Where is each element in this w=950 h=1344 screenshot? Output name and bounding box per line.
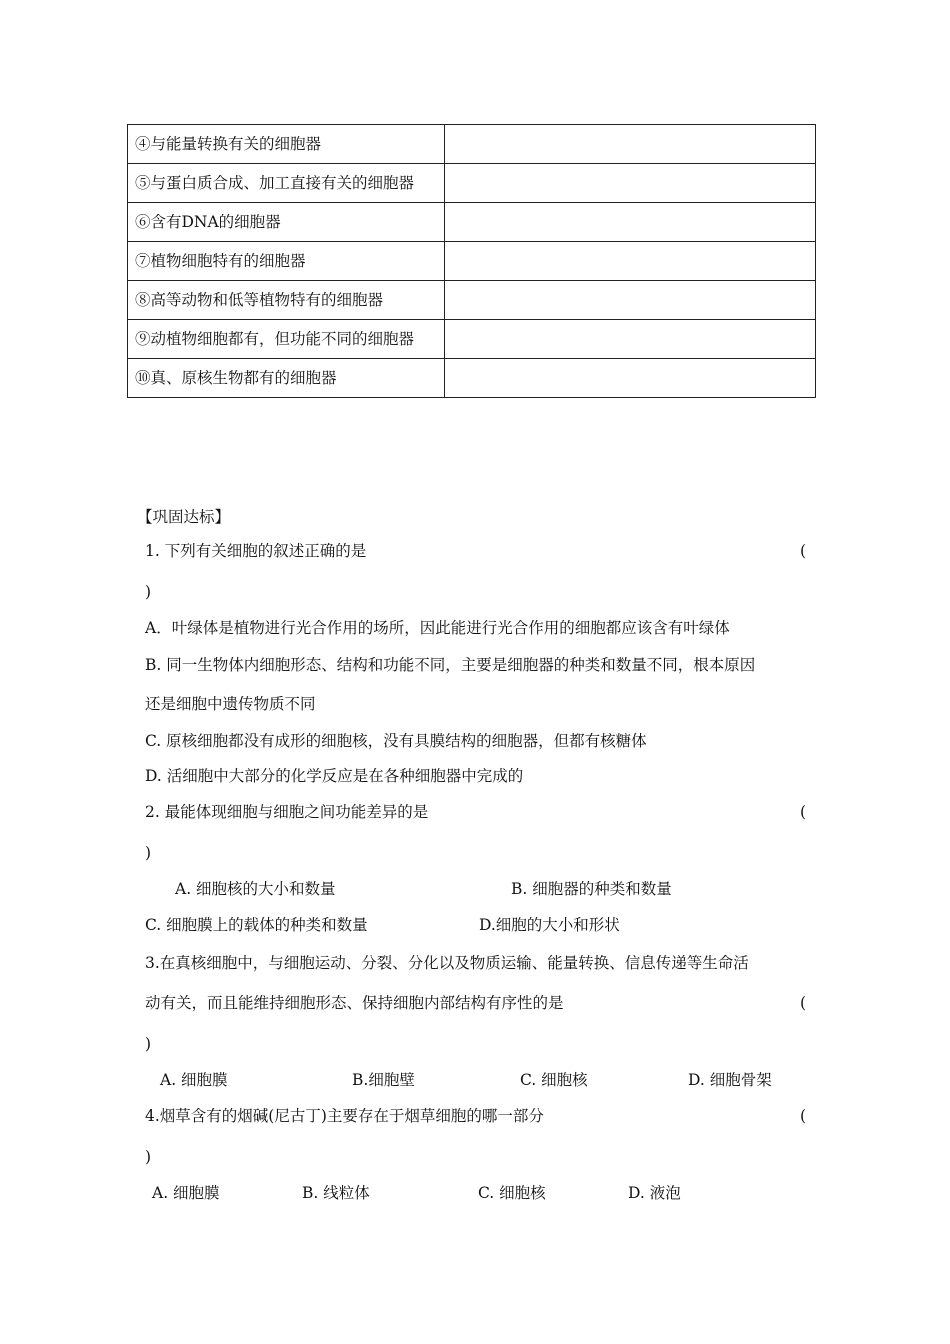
q1-option-d: D. 活细胞中大部分的化学反应是在各种细胞器中完成的 (145, 767, 524, 785)
q4-paren-open: ( (800, 1107, 807, 1125)
q1-option-b-cont: 还是细胞中遗传物质不同 (145, 695, 316, 713)
answer-cell (445, 281, 816, 320)
answer-cell (445, 203, 816, 242)
q3-paren-close: ) (145, 1035, 152, 1053)
table-row (128, 164, 816, 203)
row-label: ⑦植物细胞特有的细胞器 (128, 242, 445, 281)
q4-option-d: D. 液泡 (628, 1184, 681, 1202)
q2-option-d: D.细胞的大小和形状 (479, 916, 620, 934)
q1-option-c: C. 原核细胞都没有成形的细胞核，没有具膜结构的细胞器，但都有核糖体 (145, 732, 647, 750)
row-label: ⑩真、原核生物都有的细胞器 (128, 359, 445, 398)
q4-option-b: B. 线粒体 (302, 1184, 370, 1202)
q2-stem: 2. 最能体现细胞与细胞之间功能差异的是 (145, 803, 429, 821)
q2-paren-close: ) (145, 844, 152, 862)
table-row (128, 320, 816, 359)
q3-option-b: B.细胞壁 (352, 1071, 415, 1089)
row-label: ⑧高等动物和低等植物特有的细胞器 (128, 281, 445, 320)
q2-paren-open: ( (800, 803, 807, 821)
q3-option-d: D. 细胞骨架 (688, 1071, 772, 1089)
q3-paren-open: ( (800, 994, 807, 1012)
q1-option-a: A．叶绿体是植物进行光合作用的场所，因此能进行光合作用的细胞都应该含有叶绿体 (145, 619, 730, 637)
q2-option-c: C. 细胞膜上的载体的种类和数量 (145, 916, 368, 934)
q3-stem-cont: 动有关，而且能维持细胞形态、保持细胞内部结构有序性的是 (145, 994, 564, 1012)
q3-option-a: A. 细胞膜 (160, 1071, 228, 1089)
q1-stem: 1. 下列有关细胞的叙述正确的是 (145, 542, 367, 560)
q4-stem: 4.烟草含有的烟碱(尼古丁)主要存在于烟草细胞的哪一部分 (145, 1107, 544, 1125)
row-label: ⑨动植物细胞都有，但功能不同的细胞器 (128, 320, 445, 359)
q2-option-b: B. 细胞器的种类和数量 (511, 880, 672, 898)
answer-cell (445, 125, 816, 164)
organelle-table (127, 124, 816, 398)
answer-cell (445, 359, 816, 398)
q1-paren-open: ( (800, 542, 807, 560)
q4-paren-close: ) (145, 1148, 152, 1166)
q2-option-a: A. 细胞核的大小和数量 (175, 880, 336, 898)
table-row (128, 203, 816, 242)
answer-cell (445, 320, 816, 359)
table-row (128, 125, 816, 164)
row-label: ⑥含有DNA的细胞器 (128, 203, 445, 242)
row-label: ⑤与蛋白质合成、加工直接有关的细胞器 (128, 164, 445, 203)
answer-cell (445, 242, 816, 281)
q4-option-a: A. 细胞膜 (152, 1184, 220, 1202)
q1-option-b: B. 同一生物体内细胞形态、结构和功能不同，主要是细胞器的种类和数量不同，根本原因 (145, 656, 756, 674)
row-label: ④与能量转换有关的细胞器 (128, 125, 445, 164)
q3-option-c: C. 细胞核 (520, 1071, 588, 1089)
q4-option-c: C. 细胞核 (478, 1184, 546, 1202)
table-row (128, 242, 816, 281)
table-row (128, 359, 816, 398)
q1-paren-close: ) (145, 583, 152, 601)
answer-cell (445, 164, 816, 203)
table-row (128, 281, 816, 320)
section-title: 【巩固达标】 (137, 508, 231, 526)
q3-stem: 3.在真核细胞中，与细胞运动、分裂、分化以及物质运输、能量转换、信息传递等生命活 (145, 954, 749, 972)
